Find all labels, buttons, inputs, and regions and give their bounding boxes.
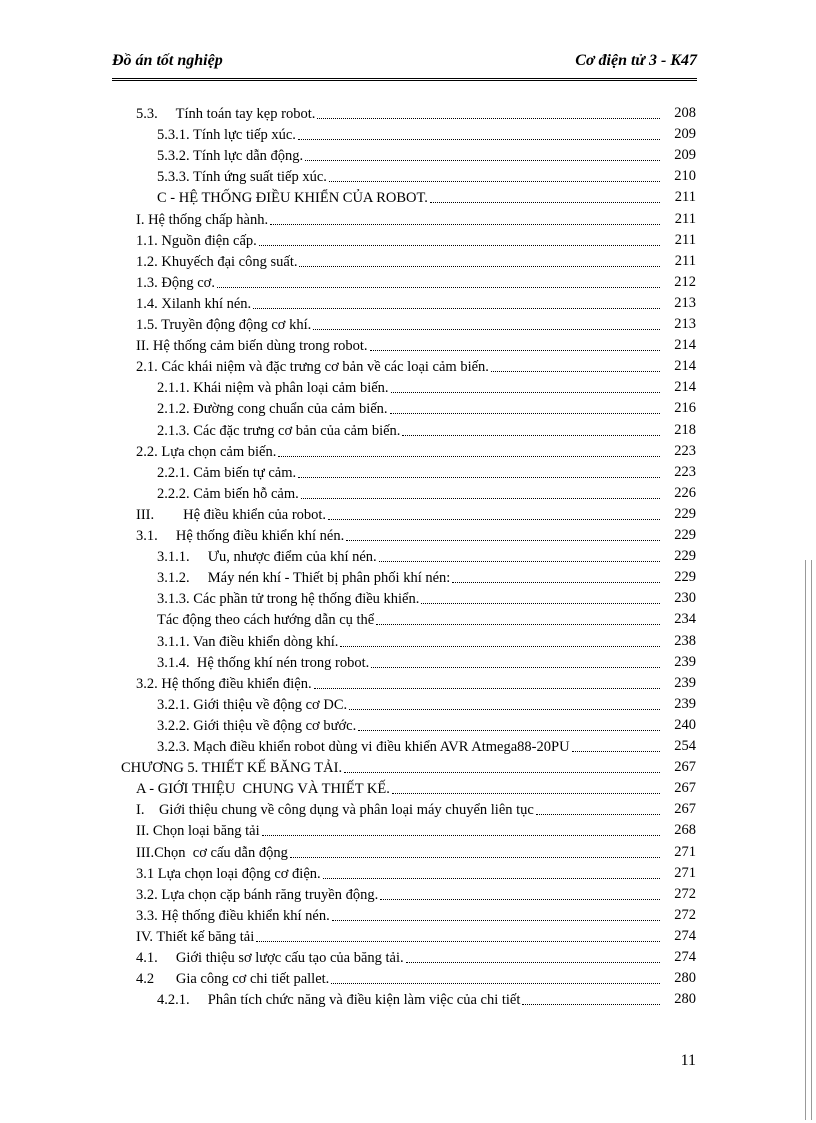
- toc-entry[interactable]: [157, 630, 662, 651]
- toc-entry[interactable]: [136, 798, 662, 819]
- toc-entry-page: 230: [674, 590, 696, 606]
- toc-dot-leader: [301, 497, 660, 499]
- toc-entry[interactable]: [157, 545, 662, 566]
- toc-entry-page: 239: [674, 675, 696, 691]
- toc-entry-title: 3.1.3. Các phần tử trong hệ thống điều khiển.: [157, 591, 420, 607]
- toc-dot-leader: [572, 750, 660, 752]
- toc-entry-page: 226: [674, 485, 696, 501]
- toc-entry-page: 213: [674, 316, 696, 332]
- toc-entry[interactable]: [157, 988, 662, 1009]
- toc-entry[interactable]: [136, 904, 662, 925]
- toc-entry[interactable]: [136, 925, 662, 946]
- toc-entry-title: 3.3. Hệ thống điều khiển khí nén.: [136, 908, 330, 924]
- toc-entry-title: 3.2.2. Giới thiệu về động cơ bước.: [157, 718, 357, 734]
- toc-entry-page: 229: [674, 569, 696, 585]
- toc-entry-title: 2.2.2. Cảm biến hỗ cảm.: [157, 486, 299, 502]
- page-header: [112, 52, 697, 76]
- toc-entry[interactable]: [136, 946, 662, 967]
- toc-dot-leader: [329, 180, 660, 182]
- toc-entry-page: 272: [674, 907, 696, 923]
- toc-dot-leader: [379, 560, 660, 562]
- toc-entry-page: 213: [674, 295, 696, 311]
- toc-dot-leader: [402, 434, 660, 436]
- toc-entry-title: C - HỆ THỐNG ĐIỀU KHIỂN CỦA ROBOT.: [157, 190, 428, 206]
- toc-entry[interactable]: [136, 841, 662, 862]
- toc-entry[interactable]: [157, 566, 662, 587]
- toc-entry-title: 4.1. Giới thiệu sơ lược cấu tạo của băng tải.: [136, 950, 404, 966]
- toc-dot-leader: [371, 666, 660, 668]
- toc-entry-page: 240: [674, 717, 696, 733]
- toc-entry-page: 267: [674, 780, 696, 796]
- toc-entry-page: 216: [674, 400, 696, 416]
- toc-dot-leader: [313, 328, 660, 330]
- toc-entry[interactable]: [121, 756, 662, 777]
- toc-entry[interactable]: [157, 419, 662, 440]
- toc-dot-leader: [346, 539, 660, 541]
- toc-entry-page: 209: [674, 126, 696, 142]
- toc-entry-page: 214: [674, 337, 696, 353]
- toc-entry-title: 1.1. Nguồn điện cấp.: [136, 233, 257, 249]
- header-rule: [112, 78, 697, 83]
- toc-dot-leader: [390, 412, 660, 414]
- toc-entry[interactable]: [157, 461, 662, 482]
- toc-entry-title: IV. Thiết kế băng tải: [136, 929, 255, 945]
- toc-entry[interactable]: [157, 651, 662, 672]
- toc-entry[interactable]: [157, 735, 662, 756]
- toc-dot-leader: [349, 708, 660, 710]
- toc-entry-title: 4.2 Gia công cơ chi tiết pallet.: [136, 971, 330, 987]
- page-number: 11: [680, 1052, 696, 1069]
- toc-dot-leader: [256, 940, 660, 942]
- toc-entry-title: 3.2.1. Giới thiệu về động cơ DC.: [157, 697, 348, 713]
- toc-entry-title: 1.5. Truyền động động cơ khí.: [136, 317, 312, 333]
- toc-entry-title: 5.3.2. Tính lực dẫn động.: [157, 148, 304, 164]
- toc-entry-title: I. Giới thiệu chung về công dụng và phân loại máy chuyển liên tục: [136, 802, 534, 818]
- toc-entry[interactable]: [157, 144, 662, 165]
- toc-entry-page: 268: [674, 822, 696, 838]
- toc-entry-title: III. Hệ điều khiển của robot.: [136, 507, 327, 523]
- toc-dot-leader: [298, 476, 660, 478]
- toc-entry-title: 1.3. Động cơ.: [136, 275, 215, 291]
- toc-entry[interactable]: [136, 524, 662, 545]
- toc-entry[interactable]: [157, 714, 662, 735]
- toc-dot-leader: [323, 877, 660, 879]
- toc-entry[interactable]: [157, 165, 662, 186]
- toc-entry-title: 2.1.2. Đường cong chuẩn của cảm biến.: [157, 401, 388, 417]
- toc-entry-page: 211: [674, 211, 696, 227]
- toc-dot-leader: [314, 687, 660, 689]
- toc-dot-leader: [332, 919, 660, 921]
- toc-dot-leader: [331, 982, 660, 984]
- toc-entry-title: 2.2.1. Cảm biến tự cảm.: [157, 465, 297, 481]
- toc-entry-title: 2.2. Lựa chọn cảm biến.: [136, 444, 277, 460]
- toc-entry[interactable]: [136, 334, 662, 355]
- toc-entry-page: 267: [674, 801, 696, 817]
- toc-entry-page: 239: [674, 696, 696, 712]
- toc-entry-title: 5.3.1. Tính lực tiếp xúc.: [157, 127, 296, 143]
- toc-entry-page: 254: [674, 738, 696, 754]
- toc-entry-page: 210: [674, 168, 696, 184]
- toc-entry-title: A - GIỚI THIỆU CHUNG VÀ THIẾT KẾ.: [136, 781, 390, 797]
- toc-entry-page: 211: [674, 253, 696, 269]
- toc-entry-title: 1.4. Xilanh khí nén.: [136, 296, 252, 312]
- toc-entry-title: 3.2. Hệ thống điều khiển điện.: [136, 676, 312, 692]
- toc-entry[interactable]: [157, 482, 662, 503]
- toc-entry-page: 229: [674, 506, 696, 522]
- toc-entry-page: 280: [674, 970, 696, 986]
- toc-dot-leader: [391, 391, 660, 393]
- header-title-right: Cơ điện tử 3 - K47: [575, 52, 697, 69]
- toc-entry-page: 239: [674, 654, 696, 670]
- toc-entry[interactable]: [136, 102, 662, 123]
- toc-entry-page: 218: [674, 422, 696, 438]
- scan-line: [805, 560, 806, 1120]
- toc-dot-leader: [217, 286, 660, 288]
- toc-entry-title: 3.1.1. Van điều khiển dòng khí.: [157, 634, 339, 650]
- toc-entry[interactable]: [157, 123, 662, 144]
- toc-entry-page: 274: [674, 949, 696, 965]
- toc-entry[interactable]: [136, 250, 662, 271]
- toc-dot-leader: [328, 518, 660, 520]
- toc-entry[interactable]: [136, 229, 662, 250]
- toc-dot-leader: [262, 834, 660, 836]
- toc-entry-title: III.Chọn cơ cấu dẫn động: [136, 845, 288, 861]
- toc-entry-title: 3.1.4. Hệ thống khí nén trong robot.: [157, 655, 370, 671]
- toc-entry-title: Tác động theo cách hướng dẫn cụ thể: [157, 612, 375, 628]
- toc-entry-title: II. Hệ thống cảm biến dùng trong robot.: [136, 338, 368, 354]
- toc-entry-page: 238: [674, 633, 696, 649]
- toc-entry-title: 3.1 Lựa chọn loại động cơ điện.: [136, 866, 321, 882]
- toc-dot-leader: [305, 159, 660, 161]
- toc-entry-title: 3.1. Hệ thống điều khiển khí nén.: [136, 528, 345, 544]
- toc-entry[interactable]: [136, 672, 662, 693]
- toc-entry-title: 2.1.1. Khái niệm và phân loại cảm biến.: [157, 380, 389, 396]
- toc-entry-title: I. Hệ thống chấp hành.: [136, 212, 269, 228]
- toc-entry[interactable]: [136, 777, 662, 798]
- toc-entry[interactable]: [136, 208, 662, 229]
- toc-entry[interactable]: [157, 397, 662, 418]
- scan-line: [811, 560, 812, 1120]
- toc-entry-title: 5.3. Tính toán tay kẹp robot.: [136, 106, 316, 122]
- toc-entry[interactable]: [157, 587, 662, 608]
- toc-entry-page: 211: [674, 232, 696, 248]
- toc-entry-title: 3.2.3. Mạch điều khiển robot dùng vi điều khiển AVR Atmega88-20PU: [157, 739, 570, 755]
- toc-entry[interactable]: [136, 313, 662, 334]
- toc-entry-page: 208: [674, 105, 696, 121]
- toc-entry[interactable]: [136, 967, 662, 988]
- toc-dot-leader: [290, 856, 660, 858]
- toc-dot-leader: [421, 602, 660, 604]
- toc-dot-leader: [299, 265, 660, 267]
- toc-entry-title: 5.3.3. Tính ứng suất tiếp xúc.: [157, 169, 327, 185]
- toc-entry-title: CHƯƠNG 5. THIẾT KẾ BĂNG TẢI.: [121, 760, 343, 776]
- toc-entry-page: 212: [674, 274, 696, 290]
- toc-entry-page: 271: [674, 844, 696, 860]
- toc-dot-leader: [406, 961, 660, 963]
- toc-dot-leader: [522, 1003, 660, 1005]
- toc-entry[interactable]: [136, 862, 662, 883]
- toc-entry-title: II. Chọn loại băng tải: [136, 823, 260, 839]
- toc-dot-leader: [317, 117, 660, 119]
- toc-entry-page: 223: [674, 464, 696, 480]
- toc-entry-page: 272: [674, 886, 696, 902]
- toc-dot-leader: [452, 581, 660, 583]
- toc-dot-leader: [430, 201, 660, 203]
- toc-entry-title: 3.1.2. Máy nén khí - Thiết bị phân phối khí nén:: [157, 570, 451, 586]
- toc-entry-page: 229: [674, 548, 696, 564]
- toc-dot-leader: [253, 307, 660, 309]
- toc-dot-leader: [358, 729, 660, 731]
- toc-dot-leader: [278, 455, 660, 457]
- toc-dot-leader: [340, 645, 660, 647]
- toc-entry[interactable]: [157, 376, 662, 397]
- toc-entry-page: 214: [674, 379, 696, 395]
- toc-entry-page: 271: [674, 865, 696, 881]
- toc-entry-title: 1.2. Khuyếch đại công suất.: [136, 254, 298, 270]
- toc-dot-leader: [344, 771, 660, 773]
- toc-entry-title: 3.1.1. Ưu, nhược điểm của khí nén.: [157, 549, 377, 565]
- toc-entry-title: 2.1. Các khái niệm và đặc trưng cơ bản về các loại cảm biến.: [136, 359, 489, 375]
- toc-entry[interactable]: [136, 271, 662, 292]
- toc-dot-leader: [298, 138, 660, 140]
- toc-entry-title: 4.2.1. Phân tích chức năng và điều kiện làm việc của chi tiết: [157, 992, 521, 1008]
- toc-entry[interactable]: [136, 819, 662, 840]
- toc-entry-page: 229: [674, 527, 696, 543]
- toc-dot-leader: [491, 370, 660, 372]
- toc-dot-leader: [376, 623, 660, 625]
- toc-entry-page: 211: [674, 189, 696, 205]
- toc-entry-page: 209: [674, 147, 696, 163]
- toc-entry[interactable]: [136, 503, 662, 524]
- toc-dot-leader: [270, 223, 660, 225]
- toc-entry-page: 234: [674, 611, 696, 627]
- toc-entry-page: 214: [674, 358, 696, 374]
- toc-entry-title: 2.1.3. Các đặc trưng cơ bản của cảm biến.: [157, 423, 401, 439]
- header-title-left: Đồ án tốt nghiệp: [112, 52, 223, 69]
- toc-dot-leader: [392, 792, 660, 794]
- toc-entry[interactable]: [136, 355, 662, 376]
- toc-dot-leader: [259, 244, 660, 246]
- toc-entry-page: 267: [674, 759, 696, 775]
- toc-entry-page: 223: [674, 443, 696, 459]
- toc-entry[interactable]: [157, 693, 662, 714]
- toc-entry[interactable]: [157, 186, 662, 207]
- toc-entry-page: 280: [674, 991, 696, 1007]
- toc-dot-leader: [380, 898, 660, 900]
- toc-entry-title: 3.2. Lựa chọn cặp bánh răng truyền động.: [136, 887, 379, 903]
- toc-entry-page: 274: [674, 928, 696, 944]
- toc-entry[interactable]: [136, 440, 662, 461]
- toc-entry[interactable]: [157, 608, 662, 629]
- toc-dot-leader: [370, 349, 660, 351]
- toc-entry[interactable]: [136, 883, 662, 904]
- toc-dot-leader: [536, 813, 660, 815]
- toc-entry[interactable]: [136, 292, 662, 313]
